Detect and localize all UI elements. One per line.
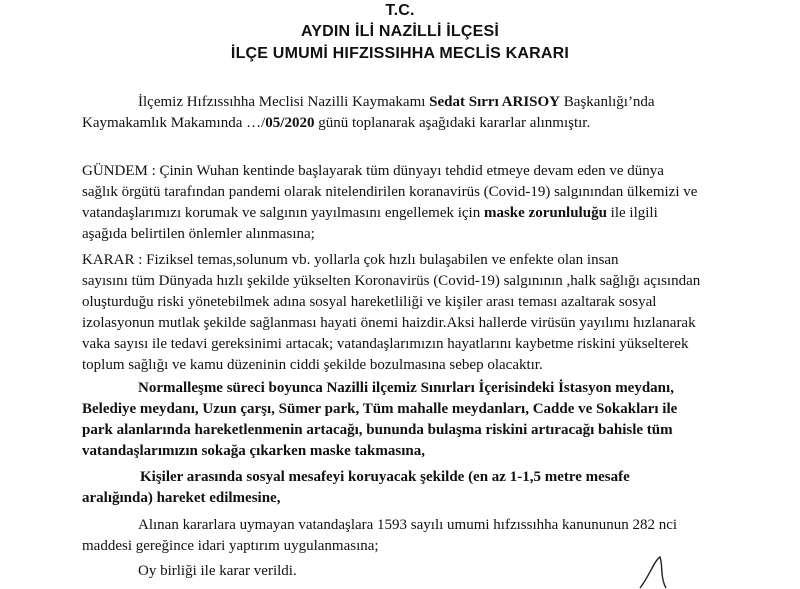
intro-text-d: günü toplanarak aşağıdaki kararlar alınmıştır. xyxy=(314,115,591,131)
gundem-line: sağlık örgütü tarafından pandemi olarak nitelendirilen koranavirüs (Covid-19) salgınından ülkemizi ve xyxy=(82,184,698,200)
governor-name: Sedat Sırrı ARISOY xyxy=(429,94,561,110)
intro-text-a: İlçemiz Hıfzıssıhha Meclisi Nazilli Kaymakamı xyxy=(138,94,430,110)
intro-text-b: Başkanlığı’nda xyxy=(560,94,655,110)
closing-text: Oy birliği ile karar verildi. xyxy=(138,563,297,579)
signature-mark xyxy=(630,555,690,589)
intro-paragraph xyxy=(138,92,655,113)
penalty-section xyxy=(82,515,677,557)
gundem-text: ile ilgili xyxy=(606,205,658,221)
closing-statement xyxy=(138,561,297,582)
karar-line: KARAR : Fiziksel temas,solunum vb. yollarla çok hızlı bulaşabilen ve enfekte olan insan xyxy=(82,252,619,268)
karar-line: toplum sağlığı ve kamu düzeninin ciddi şekilde bozulmasına sebep olacaktır. xyxy=(82,357,543,373)
intro-text-c: Kaymakamlık Makamında …/ xyxy=(82,115,266,131)
penalty-line: maddesi gereğince idari yaptırım uygulanmasına; xyxy=(82,538,379,554)
gundem-section xyxy=(82,161,707,245)
distance-line: aralığında) hareket edilmesine, xyxy=(82,490,281,506)
normalization-line: Belediye meydanı, Uzun çarşı, Sümer park, Tüm mahalle meydanları, Cadde ve Sokakları ile xyxy=(82,401,678,417)
intro-paragraph-2 xyxy=(82,113,590,134)
normalization-line: park alanlarında hareketlenmenin artacağı, bununda bulaşma riskini artıracağı bahisle tüm xyxy=(82,422,673,438)
karar-line: sayısını tüm Dünyada hızlı şekilde yükselten Koronavirüs (Covid-19) salgınının ,halk sağlığı açısından xyxy=(82,273,701,289)
karar-line: vaka sayısı ile tedavi gereksinimi artacak; vatandaşlarımızın hayatlarını kaybetme riskini yükselterek xyxy=(82,336,689,352)
penalty-line: Alınan kararlara uymayan vatandaşlara 1593 sayılı umumi hıfzıssıhha kanununun 282 nci xyxy=(138,517,678,533)
gundem-line: GÜNDEM : Çinin Wuhan kentinde başlayarak tüm dünyayı tehdid etmeye devam eden ve dünya xyxy=(82,163,664,179)
gundem-line: aşağıda belirtilen önlemler alınmasına; xyxy=(82,226,315,242)
header-title: İLÇE UMUMİ HIFZISSIHHA MECLİS KARARI xyxy=(230,45,570,62)
gundem-text: vatandaşlarımızı korumak ve salgının yayılmasını engellemek için xyxy=(82,205,484,221)
distance-section xyxy=(82,467,630,509)
meeting-date: 05/2020 xyxy=(265,115,315,131)
header-tc: T.C. xyxy=(385,2,415,19)
normalization-line: vatandaşlarımızın sokağa çıkarken maske takmasına, xyxy=(82,443,425,459)
karar-line: izolasyonun mutlak şekilde sağlanması hayati önemi haizdir.Aksi hallerde virüsün yayılımı hızlanarak xyxy=(82,315,696,331)
distance-line: Kişiler arasında sosyal mesafeyi koruyacak şekilde (en az 1-1,5 metre mesafe xyxy=(140,469,630,485)
mask-requirement: maske zorunluluğu xyxy=(483,205,607,221)
karar-line: oluşturduğu riski yönetebilmek adına sosyal hareketliliği ve kişiler arası teması azaltarak sosyal xyxy=(82,294,657,310)
normalization-line: Normalleşme süreci boyunca Nazilli ilçemiz Sınırları İçerisindeki İstasyon meydanı, xyxy=(138,380,674,396)
header-district: AYDIN İLİ NAZİLLİ İLÇESİ xyxy=(301,23,499,40)
normalization-section xyxy=(82,378,677,462)
karar-section xyxy=(82,250,707,376)
